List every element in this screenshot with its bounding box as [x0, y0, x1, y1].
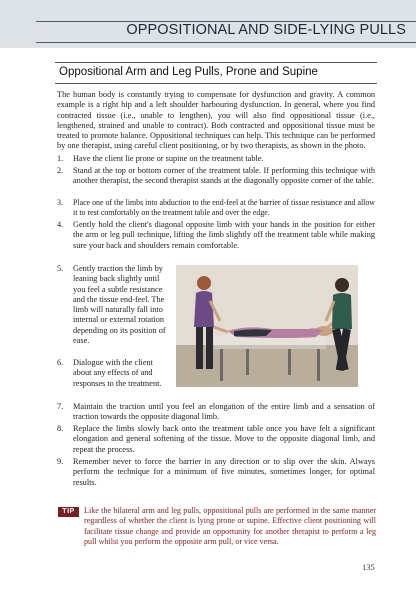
tip-text: Like the bilateral arm and leg pulls, oppositional pulls are performed in the same manner regardless of whether the client is lying prone or supine. Effective client positioning will facilitate tissue change and provide an opportunity for another therapist to perform a leg pull whilst you perform the opposite arm pull, or vice versa. — [84, 506, 376, 547]
page-number: 135 — [362, 562, 375, 572]
step-item — [57, 264, 171, 346]
step-text: Gently hold the client's diagonal opposite limb with your hands in the position for either the arm or leg pull technique, lifting the limb slightly off the treatment table while making sure your back and shoulders remain comfortable. — [73, 220, 375, 250]
step-number: 7. — [57, 402, 64, 411]
step-text: Have the client lie prone or supine on the treatment table. — [73, 154, 264, 163]
step-text: Stand at the top or bottom corner of the treatment table. If performing this technique with another therapist, the second therapist stands at the diagonally opposite corner of the table. — [73, 166, 375, 186]
intro-paragraph: The human body is constantly trying to compensate for dysfunction and gravity. A common example is a right hip and a left shoulder harbouring dysfunction. In general, where you find contracted tissue (i.e., unable to lengthen), you will also find oppositional tissue (i.e., lengthened, strained and unable to contract). Both contracted and oppositional tissue must be treated to promote balance. Oppositional techniques can help. This technique can be performed by one therapist, using careful client positioning, or by two therapists, as shown in the photo. — [57, 90, 375, 151]
step-item — [57, 220, 375, 251]
step-item — [57, 457, 375, 488]
step-text: Gently traction the limb by leaning back slightly until you feel a subtle resistance and the tissue end-feel. The limb will naturally fall into internal or external rotation depending on its position of ease. — [73, 264, 166, 346]
treatment-photo — [176, 265, 358, 387]
step-text: Place one of the limbs into abduction to the end-feel at the barrier of tissue resistance and allow it to rest comfortably on the treatment table and over the edge. — [73, 198, 375, 218]
step-number: 9. — [57, 457, 64, 466]
step-number: 8. — [57, 424, 64, 433]
step-number: 3. — [57, 198, 63, 207]
step-item — [57, 402, 375, 423]
step-item — [57, 198, 375, 219]
step-number: 1. — [57, 154, 64, 163]
step-text: Maintain the traction until you feel an elongation of the entire limb and a sensation of traction towards the opposite diagonal limb. — [73, 402, 375, 422]
step-number: 4. — [57, 220, 64, 229]
step-item — [57, 358, 171, 389]
step-text: Dialogue with the client about any effects of and responses to the treatment. — [73, 358, 162, 388]
step-number: 5. — [57, 264, 64, 273]
step-item — [57, 154, 375, 164]
step-number: 2. — [57, 166, 64, 175]
section-heading-box — [55, 62, 377, 84]
step-text: Remember never to force the barrier in any direction or to slip over the skin. Always perform the technique for a minimum of five minutes, sometimes longer, for optimal results. — [73, 457, 375, 487]
treatment-photo-illustration — [176, 265, 358, 387]
section-title: Oppositional Arm and Leg Pulls, Prone and Supine — [59, 66, 318, 78]
chapter-title: OPPOSITIONAL AND SIDE-LYING PULLS — [126, 22, 406, 38]
tip-badge: TIP — [58, 507, 79, 517]
step-item — [57, 166, 375, 187]
step-text: Replace the limbs slowly back onto the treatment table once you have felt a significant elongation and general softening of the tissue. Move to the opposite diagonal limb, and repeat the process. — [73, 424, 375, 454]
header-rule-bottom — [36, 42, 416, 43]
step-number: 6. — [57, 358, 64, 367]
step-item — [57, 424, 375, 455]
